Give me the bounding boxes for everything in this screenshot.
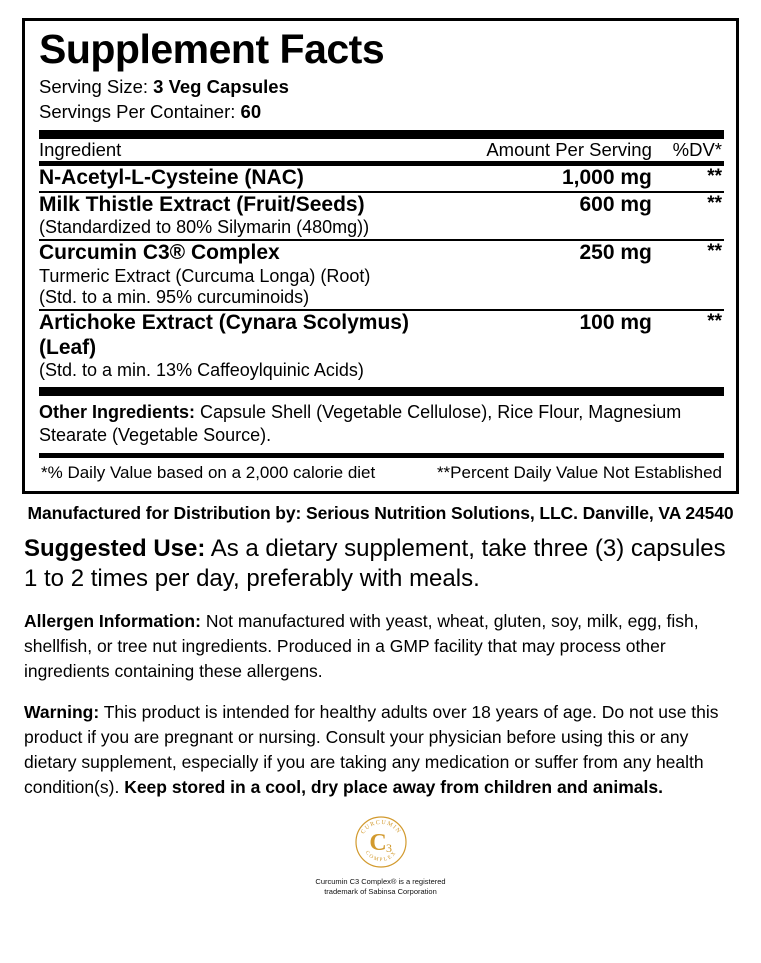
svg-text:3: 3 [385,840,392,855]
ingredient-subtext: Turmeric Extract (Curcuma Longa) (Root) [39,265,371,286]
footnote-daily-value: *% Daily Value based on a 2,000 calorie diet [41,463,376,483]
ingredient-dv: ** [707,165,722,187]
divider-thick-top [39,130,724,139]
column-header-dv: %DV* [672,138,722,160]
ingredient-subtext: (Std. to a min. 95% curcuminoids) [39,287,310,308]
supplement-facts-table [39,139,724,161]
allergen-label: Allergen Information: [24,610,201,631]
logo-area [22,814,739,897]
warning-bold-tail: Keep stored in a cool, dry place away from children and animals. [124,777,663,797]
warning-text: This product is intended for healthy adults over 18 years of age. Do not use this product if you are pregnant or nursing. Consult your physician before using this or any dietary supplement, especially if you are taking any medication or suffer from any health condition(s). [24,702,719,797]
allergen-text: Not manufactured with yeast, wheat, gluten, soy, milk, egg, fish, shellfish, or tree nut ingredients. Produced in a GMP facility that may process other ingredients containing these allergens. [24,610,699,681]
suggested-use-label: Suggested Use: [24,535,206,563]
serving-size-line [39,75,724,100]
svg-text:CURCUMIN: CURCUMIN [359,819,402,836]
manufactured-by-line: Manufactured for Distribution by: Serious Nutrition Solutions, LLC. Danville, VA 24540 [27,503,734,524]
ingredient-dv: ** [707,240,722,262]
suggested-use [24,534,739,593]
column-header-amount: Amount Per Serving [486,138,652,160]
ingredient-name: Curcumin C3® Complex [39,240,280,264]
ingredient-subtext: (Std. to a min. 13% Caffeoylquinic Acids) [39,360,364,381]
servings-per-container-line [39,100,724,125]
page-title: Supplement Facts [39,26,385,72]
servings-per-container-value: 60 [240,100,262,122]
supplement-facts-panel [22,18,739,494]
other-ingredients [39,396,724,453]
warning-label: Warning: [24,702,100,723]
other-ingredients-text: Capsule Shell (Vegetable Cellulose), Rice Flour, Magnesium Stearate (Vegetable Source). [39,401,682,445]
svg-text:COMPLEX: COMPLEX [363,849,398,864]
ingredient-amount: 100 mg [579,310,652,334]
servings-per-container-label: Servings Per Container: [39,100,236,122]
other-ingredients-label: Other Ingredients: [39,401,196,422]
ingredient-subtext: (Standardized to 80% Silymarin (480mg)) [39,217,370,238]
table-row [39,193,724,239]
ingredient-amount: 600 mg [579,192,652,216]
logo-caption-line-2: trademark of Sabinsa Corporation [324,886,437,896]
logo-caption-line-1: Curcumin C3 Complex® is a registered [315,876,446,886]
footnotes [39,458,724,485]
allergen-information [24,609,739,684]
ingredient-name: Artichoke Extract (Cynara Scolymus) (Leaf) [39,310,409,359]
divider-thick-other [39,387,724,396]
curcumin-c3-complex-logo-icon [353,814,409,870]
ingredient-dv: ** [707,310,722,332]
warning-section [24,700,739,799]
ingredient-amount: 1,000 mg [561,165,652,189]
ingredient-dv: ** [707,192,722,214]
table-header-row [39,139,724,161]
ingredient-name: Milk Thistle Extract (Fruit/Seeds) [39,192,365,216]
column-header-ingredient: Ingredient [39,138,122,160]
table-row [39,311,724,382]
serving-size-label: Serving Size: [39,75,148,97]
table-row [39,241,724,309]
table-row [39,166,724,191]
suggested-use-text: As a dietary supplement, take three (3) capsules 1 to 2 times per day, preferably with meals. [24,535,726,592]
ingredient-amount: 250 mg [579,240,652,264]
svg-text:C: C [368,829,387,856]
logo-trademark-caption [22,877,739,897]
ingredient-name: N-Acetyl-L-Cysteine (NAC) [39,165,304,189]
footnote-dv-not-established: **Percent Daily Value Not Established [436,463,722,483]
serving-size-value: 3 Veg Capsules [153,75,289,97]
